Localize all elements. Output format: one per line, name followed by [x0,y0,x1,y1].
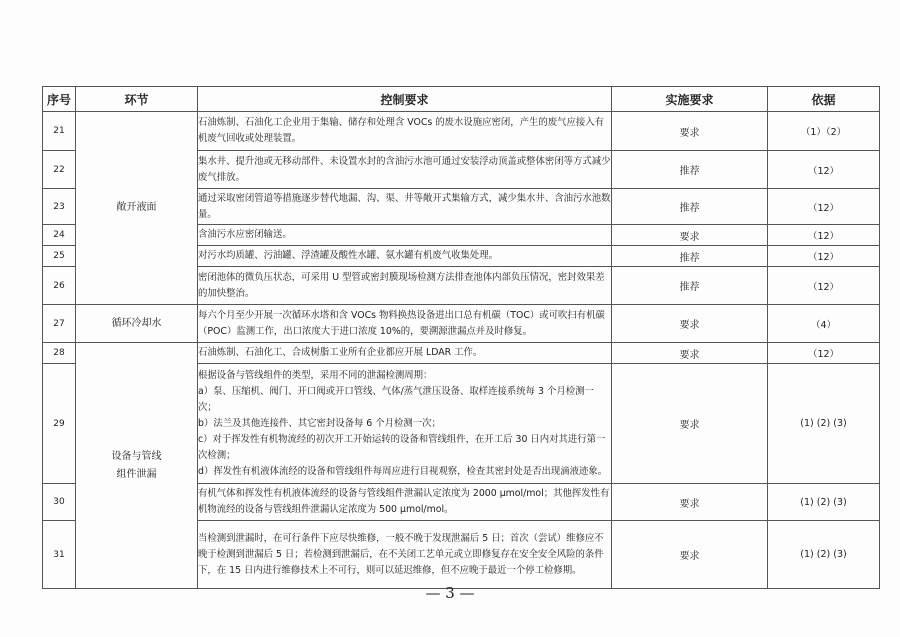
impl-requirement: 推荐 [612,267,768,305]
row-number: 25 [43,246,76,267]
impl-requirement: 要求 [612,364,768,484]
header-stage: 环节 [76,87,198,112]
table-row [43,305,880,343]
control-line: b）法兰及其他连接件、其它密封设备每 6 个月检测一次； [198,417,441,429]
header-basis: 依据 [768,87,880,112]
basis-reference: (1) (2) (3) [768,521,880,589]
impl-requirement: 推荐 [612,189,768,225]
row-number: 29 [43,364,76,484]
basis-reference: （4） [768,305,880,343]
basis-reference: (1) (2) (3) [768,364,880,484]
impl-requirement: 要求 [612,112,768,151]
basis-reference: （1）（2） [768,112,880,151]
impl-requirement: 要求 [612,225,768,246]
control-line: a）泵、压缩机、阀门、开口阀或开口管线、气体/蒸气泄压设备、取样连接系统每 3 个月检测一次； [198,385,594,413]
impl-requirement: 推荐 [612,151,768,189]
row-number: 27 [43,305,76,343]
control-text: 密闭池体的微负压状态，可采用 U 型管或密封膜现场检测方法排查池体内部负压情况，密封效果差的加快整治。 [198,267,612,305]
control-text: 每六个月至少开展一次循环水塔和含 VOCs 物料换热设备进出口总有机碳（TOC）或可吹扫有机碳（POC）监测工作，出口浓度大于进口浓度 10%的，要溯源泄漏点并及时修复。 [198,305,612,343]
basis-reference: （12） [768,189,880,225]
table-header-row [43,87,880,112]
stage-cooling-water: 循环冷却水 [76,305,198,343]
header-control: 控制要求 [198,87,612,112]
row-number: 21 [43,112,76,151]
row-number: 26 [43,267,76,305]
stage-equipment-leak [76,343,198,589]
control-text: 有机气体和挥发性有机液体流经的设备与管线组件泄漏认定浓度为 2000 μmol/mol；其他挥发性有机物流经的设备与管线组件泄漏认定浓度为 500 μmol/mol。 [198,484,612,521]
impl-requirement: 要求 [612,305,768,343]
impl-requirement: 推荐 [612,246,768,267]
control-requirements-table [42,86,880,589]
row-number: 22 [43,151,76,189]
control-text: 通过采取密闭管道等措施逐步替代地漏、沟、渠、井等敞开式集输方式，减少集水井、含油污水池数量。 [198,189,612,225]
stage-equipment-line2: 组件泄漏 [116,468,157,480]
row-number: 28 [43,343,76,364]
row-number: 24 [43,225,76,246]
control-text: 对污水均质罐、污油罐、浮渣罐及酸性水罐、氨水罐有机废气收集处理。 [198,246,612,267]
impl-requirement: 要求 [612,521,768,589]
control-text: 石油炼制、石油化工企业用于集输、储存和处理含 VOCs 的废水设施应密闭，产生的废气应接入有机废气回收或处理装置。 [198,112,612,151]
control-line: c）对于挥发性有机物流经的初次开工开始运转的设备和管线组件，在开工后 30 日内对其进行第一次检测； [198,433,606,461]
basis-reference: （12） [768,343,880,364]
impl-requirement: 要求 [612,343,768,364]
basis-reference: （12） [768,246,880,267]
control-text: 石油炼制、石油化工、合成树脂工业所有企业都应开展 LDAR 工作。 [198,343,612,364]
basis-reference: （12） [768,151,880,189]
table-row [43,112,880,151]
table-row [43,343,880,364]
header-seq: 序号 [43,87,76,112]
control-text-list [198,364,612,484]
stage-open-liquid: 敞开液面 [76,112,198,305]
control-text: 当检测到泄漏时，在可行条件下应尽快维修，一般不晚于发现泄漏后 5 日；首次（尝试）维修应不晚于检测到泄漏后 5 日；若检测到泄漏后，在不关闭工艺单元或立即修复存在安全安全风险的条件下，在 15 日内进行维修技术上不可行，则可以延迟维修，但不应晚于最近一个停工检修期。 [198,521,612,589]
control-line: d）挥发性有机液体流经的设备和管线组件每周应进行目视观察，检查其密封处是否出现滴液迹象。 [198,465,608,477]
control-line: 根据设备与管线组件的类型，采用不同的泄漏检测周期： [198,369,433,381]
header-impl: 实施要求 [612,87,768,112]
basis-reference: （12） [768,225,880,246]
row-number: 23 [43,189,76,225]
row-number: 31 [43,521,76,589]
basis-reference: (1) (2) (3) [768,484,880,521]
page-number: — 3 — [425,584,475,602]
control-text: 含油污水应密闭输送。 [198,225,612,246]
impl-requirement: 要求 [612,484,768,521]
basis-reference: （12） [768,267,880,305]
stage-equipment-line1: 设备与管线 [111,450,162,462]
row-number: 30 [43,484,76,521]
control-text: 集水井、提升池或无移动部件、未设置水封的含油污水池可通过安装浮动顶盖或整体密闭等方式减少废气排放。 [198,151,612,189]
